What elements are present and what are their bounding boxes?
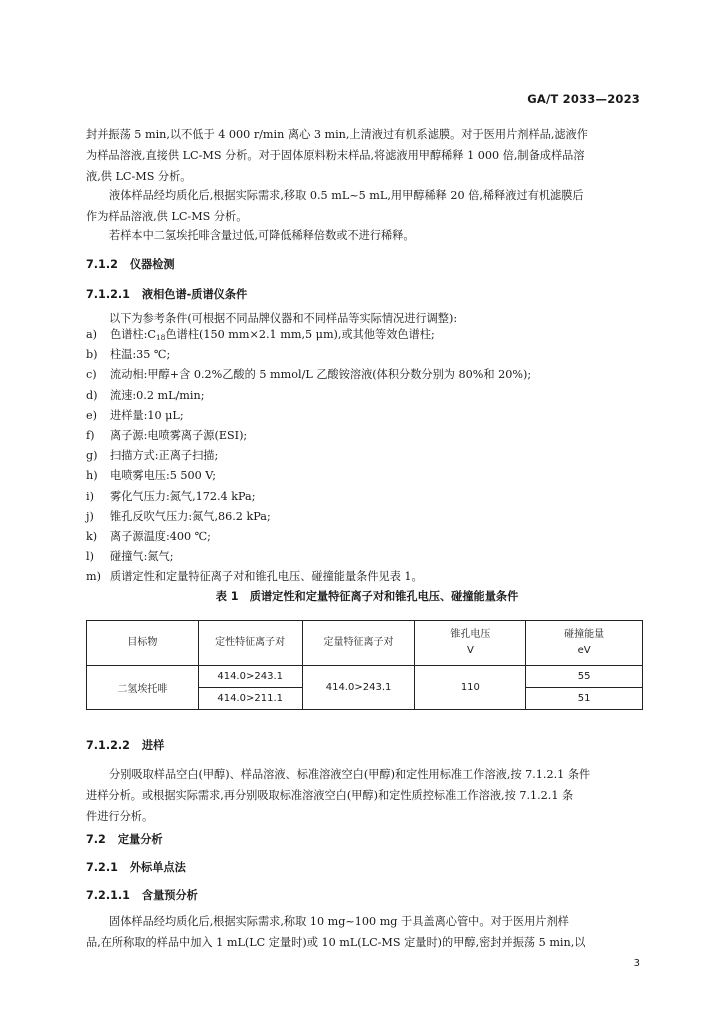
text-line: 若样本中二氢埃托啡含量过低,可降低稀释倍数或不进行稀释。 [109,229,415,242]
text-line: 固体样品经均质化后,根据实际需求,称取 10 mg~100 mg 于具盖离心管中。对于医用片剂样 [109,915,569,928]
header-target: 目标物 [87,621,199,666]
list-text: 质谱定性和定量特征离子对和锥孔电压、碰撞能量条件见表 1。 [110,570,423,584]
list-text: 电喷雾电压:5 500 V; [110,469,217,483]
header-cone-label: 锥孔电压 [450,629,491,640]
list-label: l) [86,550,94,564]
list-text: 柱温:35 ℃; [110,348,171,362]
prequant-paragraph [86,911,648,953]
intro-paragraph-3 [86,225,648,246]
text-line: 品,在所称取的样品中加入 1 mL(LC 定量时)或 10 mL(LC-MS 定量时)的甲醇,密封并振荡 5 min,以 [86,936,586,949]
list-label: h) [86,469,98,483]
list-text: 离子源温度:400 ℃; [110,529,211,543]
list-text: 色谱柱:C [110,328,156,341]
header-cone-voltage [415,621,526,666]
cell-qual-pair: 414.0>211.1 [198,688,302,710]
conditions-list [86,325,648,587]
text-line: 件进行分析。 [86,810,154,823]
list-label: g) [86,449,98,463]
section-title: 定量分析 [117,833,163,846]
cell-qual-pair: 414.0>243.1 [198,666,302,688]
list-item [86,386,648,406]
table-caption: 表 1 质谱定性和定量特征离子对和锥孔电压、碰撞能量条件 [215,590,519,603]
list-item [86,527,648,547]
list-label: j) [86,509,94,523]
section-heading-7-1-2 [86,256,175,272]
list-text: 流动相:甲醇+含 0.2%乙酸的 5 mmol/L 乙酸铵溶液(体积分数分别为 80%和 20%); [110,368,532,382]
page-number: 3 [633,958,640,969]
standard-code: GA/T 2033—2023 [527,92,640,106]
section-title: 液相色谱-质谱仪条件 [141,288,248,301]
section-number: 7.2 [86,833,106,846]
cell-energy: 51 [526,688,643,710]
section-heading-7-1-2-1 [86,286,247,302]
list-item [86,325,648,345]
header-energy-unit: eV [577,645,591,656]
list-text: 碰撞气:氮气; [110,550,174,564]
section-number: 7.1.2.1 [86,288,130,301]
section-number: 7.2.1.1 [86,889,130,902]
header-cone-unit: V [466,645,474,656]
list-item [86,446,648,466]
section-title: 含量预分析 [141,889,198,902]
intro-paragraph-2 [86,185,648,227]
list-text: 离子源:电喷雾离子源(ESI); [110,428,248,442]
list-item [86,567,648,587]
list-text: 流速:0.2 mL/min; [110,388,205,402]
list-label: d) [86,388,98,402]
header-qual-pair: 定性特征离子对 [198,621,302,666]
list-label: c) [86,368,97,382]
list-label: k) [86,529,98,543]
cell-cone-voltage: 110 [415,666,526,710]
list-item [86,547,648,567]
list-label: b) [86,348,98,362]
text-line: 液体样品经均质化后,根据实际需求,移取 0.5 mL~5 mL,用甲醇稀释 20 倍,稀释液过有机滤膜后 [109,189,584,202]
list-item [86,406,648,426]
list-item [86,507,648,527]
section-number: 7.1.2 [86,258,118,271]
list-text: 色谱柱(150 mm×2.1 mm,5 μm),或其他等效色谱柱; [165,328,435,341]
section-heading-7-2 [86,831,163,847]
list-item [86,365,648,385]
section-title: 进样 [141,739,165,752]
cell-quant-pair: 414.0>243.1 [302,666,415,710]
section-title: 仪器检测 [129,258,175,271]
injection-paragraph [86,764,648,827]
section-number: 7.1.2.2 [86,739,130,752]
text-line: 进样分析。或根据实际需求,再分别吸取标准溶液空白(甲醇)和定性质控标准工作溶液,按 7.1.2.1 条 [86,789,574,802]
section-number: 7.2.1 [86,861,118,874]
text-line: 封并振荡 5 min,以不低于 4 000 r/min 离心 3 min,上清液过有机系滤膜。对于医用片剂样品,滤液作 [86,128,588,141]
header-collision-energy [526,621,643,666]
header-quant-pair: 定量特征离子对 [302,621,415,666]
table-1 [86,620,643,710]
list-item [86,426,648,446]
text-line: 分别吸取样品空白(甲醇)、样品溶液、标准溶液空白(甲醇)和定性用标准工作溶液,按 7.1.2.1 条件 [109,768,591,781]
table-header-row [87,621,643,666]
text-line: 液,供 LC-MS 分析。 [86,170,192,183]
text-line: 为样品溶液,直接供 LC-MS 分析。对于固体原料粉末样品,将滤液用甲醇稀释 1 000 倍,制备成样品溶 [86,149,585,162]
section-heading-7-2-1-1 [86,887,198,903]
section-title: 外标单点法 [129,861,186,874]
cell-target: 二氢埃托啡 [87,666,199,710]
list-item [86,466,648,486]
list-label: e) [86,408,97,422]
table-row [87,666,643,688]
list-label: f) [86,428,95,442]
text-line: 作为样品溶液,供 LC-MS 分析。 [86,210,248,223]
list-item [86,487,648,507]
section-heading-7-1-2-2 [86,737,164,753]
list-label: i) [86,489,94,503]
list-item [86,345,648,365]
cell-energy: 55 [526,666,643,688]
text-line: 以下为参考条件(可根据不同品牌仪器和不同样品等实际情况进行调整): [109,312,458,325]
list-label: m) [86,570,101,584]
subscript: 18 [155,333,166,342]
list-text: 雾化气压力:氮气,172.4 kPa; [110,489,256,503]
list-text: 扫描方式:正离子扫描; [110,449,219,463]
list-label: a) [86,328,98,341]
list-text: 进样量:10 μL; [110,408,184,422]
intro-paragraph-1 [86,124,648,187]
list-text: 锥孔反吹气压力:氮气,86.2 kPa; [110,509,271,523]
section-heading-7-2-1 [86,859,186,875]
header-energy-label: 碰撞能量 [564,629,605,640]
